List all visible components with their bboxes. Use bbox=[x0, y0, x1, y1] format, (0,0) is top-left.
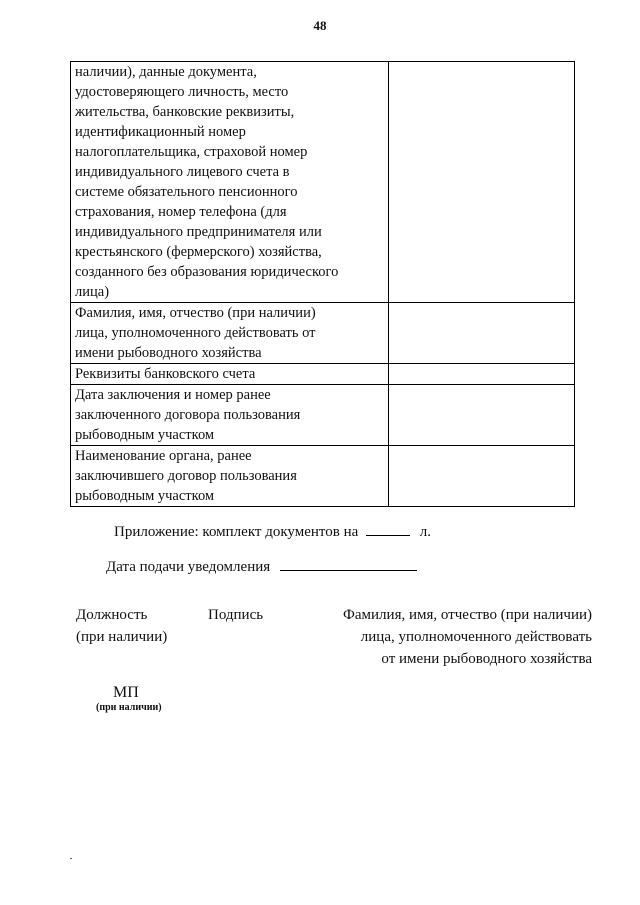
position-label: Должность bbox=[76, 607, 148, 623]
row-value-cell[interactable] bbox=[388, 446, 574, 507]
row-value-cell[interactable] bbox=[388, 385, 574, 446]
name-line-2: лица, уполномоченного действовать bbox=[360, 629, 592, 645]
row-value-cell[interactable] bbox=[388, 364, 574, 385]
row-label-line: крестьянского (фермерского) хозяйства, bbox=[75, 244, 322, 260]
row-label-line: удостоверяющего личность, место bbox=[75, 84, 289, 100]
submission-date-blank[interactable] bbox=[280, 556, 417, 571]
row-label-line: лица, уполномоченного действовать от bbox=[75, 325, 316, 341]
row-label-line: заключившего договор пользования bbox=[75, 468, 297, 484]
row-label-line: рыбоводным участком bbox=[75, 488, 215, 504]
stamp-note: (при наличии) bbox=[96, 702, 162, 713]
row-label-line: созданного без образования юридического bbox=[75, 264, 339, 280]
row-label-line: наличии), данные документа, bbox=[75, 64, 257, 80]
position-note: (при наличии) bbox=[76, 629, 168, 645]
row-label-line: системе обязательного пенсионного bbox=[75, 184, 298, 200]
row-label-cell bbox=[71, 364, 389, 385]
row-label-line: индивидуального лицевого счета в bbox=[75, 164, 290, 180]
table-row bbox=[71, 303, 575, 364]
row-label-cell bbox=[71, 62, 389, 303]
submission-date-line bbox=[106, 556, 417, 576]
position-column bbox=[76, 604, 167, 648]
page-number: 48 bbox=[313, 18, 327, 33]
notification-form-table bbox=[70, 61, 575, 507]
scan-speck bbox=[70, 858, 72, 859]
row-value-cell[interactable] bbox=[388, 303, 574, 364]
attachment-line bbox=[114, 521, 431, 541]
attachment-pages-blank[interactable] bbox=[366, 521, 410, 536]
stamp-label: МП bbox=[113, 684, 139, 701]
name-line-1: Фамилия, имя, отчество (при наличии) bbox=[343, 607, 592, 623]
table-row bbox=[71, 62, 575, 303]
authorized-person-column bbox=[340, 604, 592, 670]
row-label-line: налогоплательщика, страховой номер bbox=[75, 144, 308, 160]
row-label-line: заключенного договора пользования bbox=[75, 407, 301, 423]
attachment-suffix: л. bbox=[419, 524, 432, 540]
table-row bbox=[71, 385, 575, 446]
row-label-cell bbox=[71, 385, 389, 446]
row-label-line: индивидуального предпринимателя или bbox=[75, 224, 322, 240]
row-label-line: Дата заключения и номер ранее bbox=[75, 387, 271, 403]
name-line-3: от имени рыбоводного хозяйства bbox=[381, 651, 592, 667]
attachment-label: Приложение: комплект документов на bbox=[114, 524, 359, 540]
row-label-cell bbox=[71, 446, 389, 507]
form-table-body bbox=[71, 62, 575, 507]
row-label-line: рыбоводным участком bbox=[75, 427, 215, 443]
row-label-line: лица) bbox=[75, 284, 110, 300]
signature-column: Подпись bbox=[208, 607, 264, 623]
row-label-cell bbox=[71, 303, 389, 364]
row-label-line: идентификационный номер bbox=[75, 124, 246, 140]
submission-date-label: Дата подачи уведомления bbox=[106, 559, 271, 575]
row-label-line: Фамилия, имя, отчество (при наличии) bbox=[75, 305, 316, 321]
row-value-cell[interactable] bbox=[388, 62, 574, 303]
row-label-line: имени рыбоводного хозяйства bbox=[75, 345, 262, 361]
row-label-line: страхования, номер телефона (для bbox=[75, 204, 287, 220]
row-label-line: Наименование органа, ранее bbox=[75, 448, 252, 464]
table-row bbox=[71, 446, 575, 507]
row-label-line: Реквизиты банковского счета bbox=[75, 366, 256, 382]
table-row bbox=[71, 364, 575, 385]
row-label-line: жительства, банковские реквизиты, bbox=[75, 104, 295, 120]
